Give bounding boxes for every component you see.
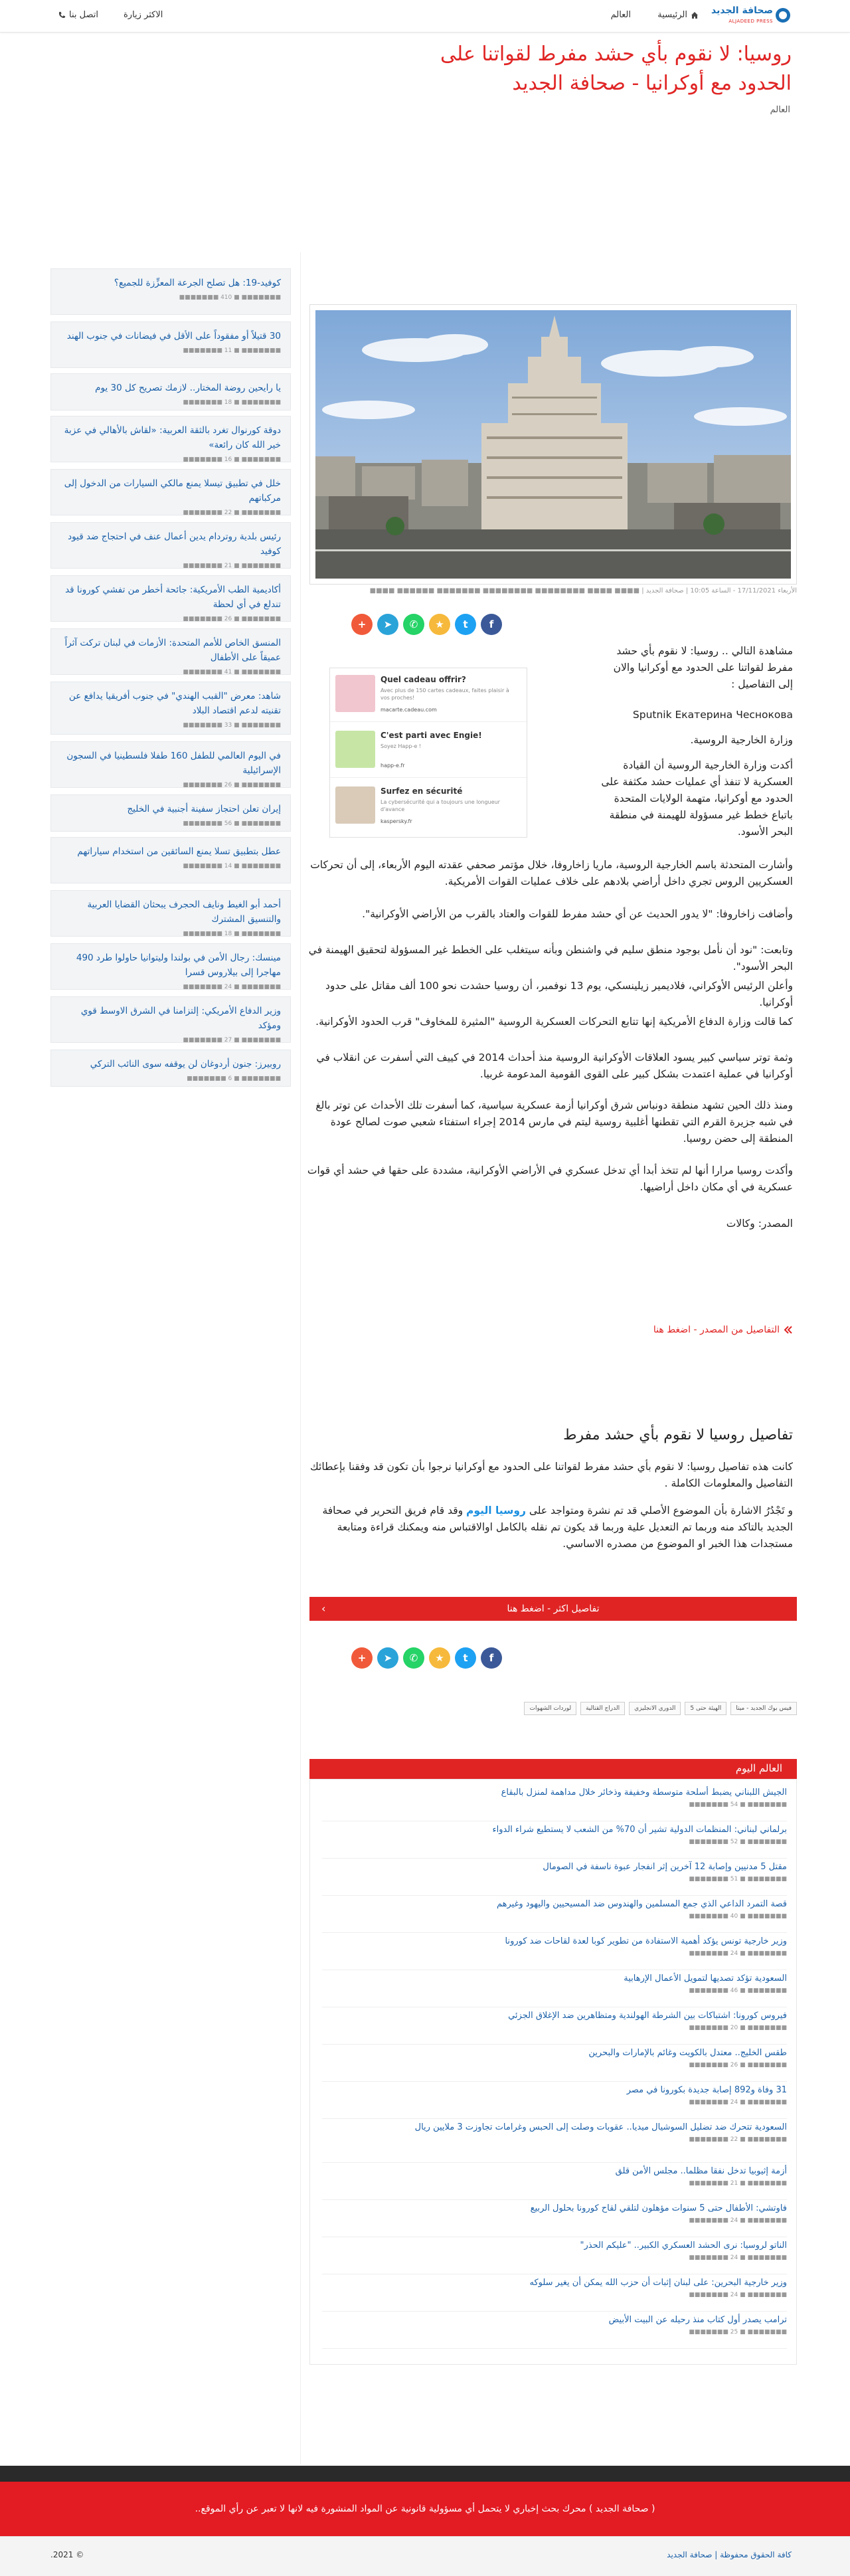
source-link-label: التفاصيل من المصدر - اضغط هنا <box>653 1325 780 1335</box>
article-paragraph: وأعلن الرئيس الأوكراني، فلاديمير زيلينسكي، يوم 13 نوفمبر، أن روسيا حشدت نحو 100 ألف مقاتل على حدود أوكرانيا. <box>325 980 793 1008</box>
sidebar-news-title: مينسك: رجال الأمن في بولندا وليتوانيا حاولوا طرد 490 مهاجرا إلى بيلاروس قسرا <box>76 953 281 978</box>
ad-title: Quel cadeau offrir? <box>381 675 466 684</box>
article-image <box>309 304 797 585</box>
sidebar-news-title: كوفيد-19: هل تصلح الجرعة المعزِّزة للجميع؟ <box>114 278 281 288</box>
world-today-item-meta: ■■■■■■■ ■ 54 ■■■■■■■ <box>689 1801 787 1808</box>
engie-thumbnail <box>335 731 375 768</box>
nav-most-read[interactable]: الاكثر زيارة <box>124 10 163 20</box>
article-paragraph: ومنذ ذلك الحين تشهد منطقة دونباس شرق أوكرانيا أزمة عسكرية سياسية، كما أسفرت تلك الأحداث عن توتر بالغ في شبه جزيرة القرم التي تقطنها أغلبية روسية ليتم في مارس 2014 إجراء استفتاء شعبي صوت لصالح عودة المنطقة إلى حضن روسيا. <box>315 1099 793 1145</box>
twitter-share-button[interactable] <box>455 614 476 635</box>
article-paragraph: وأكدت روسيا مرارا أنها لم تتخذ أبدا أي تدخل عسكري في الأراضي الأوكرانية، مشددة على حقها في حشد أي قوات عسكرية في أي مكان داخل أراضيها. <box>307 1164 793 1193</box>
world-today-item-meta: ■■■■■■■ ■ 46 ■■■■■■■ <box>689 1987 787 1994</box>
world-today-item-meta: ■■■■■■■ ■ 21 ■■■■■■■ <box>689 2180 787 2187</box>
nav-contact[interactable] <box>58 10 98 20</box>
world-today-item-meta: ■■■■■■■ ■ 26 ■■■■■■■ <box>689 2062 787 2069</box>
sidebar-news-item[interactable] <box>50 682 291 735</box>
sidebar-news-meta: ■■■■■■■ ■ 21 ■■■■■■■ <box>183 563 281 569</box>
tag[interactable]: الهيئة حتى 5 <box>685 1702 726 1715</box>
world-today-item[interactable] <box>322 2202 787 2237</box>
world-today-item[interactable] <box>322 2165 787 2200</box>
whatsapp-share-button[interactable] <box>403 614 424 635</box>
world-today-item[interactable] <box>322 2047 787 2082</box>
sidebar-news-meta: ■■■■■■■ ■ 27 ■■■■■■■ <box>183 1037 281 1044</box>
attribution-text: وقد قام فريق التحرير في صحافة الجديد بالتاكد منه وربما تم التعديل علية وربما قد يكون تم نقله بالكامل اوالاقتباس منه ويمكنك قراءة ومتابعة مستجدات هذا الخبر او الموضوع من مصدره الاساسي. <box>322 1505 793 1550</box>
article-intro: مشاهدة التالي .. روسيا: لا نقوم بأي حشد مفرط لقواتنا على الحدود مع أوكرانيا والان إلى التفاصيل : <box>613 645 793 690</box>
telegram-share-button[interactable] <box>377 1647 398 1669</box>
sidebar-news-title: في اليوم العالمي للطفل 160 طفلا فلسطينيا في السجون الإسرائيلية <box>66 751 281 776</box>
tag[interactable]: فيس بوك الجديد - ميتا <box>730 1702 797 1715</box>
star-icon: ★ <box>435 1652 444 1664</box>
double-chevron-icon <box>784 1326 793 1334</box>
world-today-title: العالم اليوم <box>735 1762 782 1774</box>
nav-contact-label: اتصل بنا <box>69 10 98 20</box>
world-today-item[interactable] <box>322 2084 787 2119</box>
telegram-icon: ➤ <box>383 1652 392 1664</box>
ad-title: C'est parti avec Engie! <box>381 731 482 740</box>
phone-icon <box>58 11 66 19</box>
world-today-item-meta: ■■■■■■■ ■ 22 ■■■■■■■ <box>689 2136 787 2143</box>
facebook-share-button[interactable] <box>481 1647 502 1669</box>
world-today-item-meta: ■■■■■■■ ■ 25 ■■■■■■■ <box>689 2329 787 2336</box>
column-divider <box>300 252 301 2464</box>
footer-bottom <box>0 2536 850 2576</box>
attribution-paragraph <box>305 1503 793 1552</box>
ad-url: kaspersky.fr <box>381 818 412 824</box>
world-today-item-meta: ■■■■■■■ ■ 24 ■■■■■■■ <box>689 2217 787 2224</box>
logo-globe-icon <box>776 8 790 23</box>
nav-home-label: الرئيسية <box>657 10 687 20</box>
sidebar-news-item[interactable] <box>50 469 291 515</box>
sidebar-news-meta: ■■■■■■■ ■ 56 ■■■■■■■ <box>183 820 281 827</box>
ad-url: happ-e.fr <box>381 763 405 769</box>
plus-icon: + <box>357 618 367 630</box>
world-today-item-title: مقتل 5 مدنيين وإصابة 12 آخرين إثر انفجار عبوة ناسفة في الصومال <box>543 1862 787 1872</box>
world-today-item[interactable] <box>322 2239 787 2274</box>
sidebar-news-meta: ■■■■■■■ ■ 41 ■■■■■■■ <box>183 669 281 676</box>
world-today-item[interactable] <box>322 2121 787 2163</box>
world-today-item-title: وزير خارجية البحرين: على لبنان إثبات أن حزب الله يمكن أن يغير سلوكه <box>529 2278 787 2288</box>
site-logo[interactable] <box>711 4 790 28</box>
chevron-left-icon: ‹ <box>321 1602 326 1615</box>
sidebar-news-item[interactable] <box>50 1050 291 1087</box>
world-today-item-title: 31 وفاة و892 إصابة جديدة بكورونا في مصر <box>626 2085 787 2095</box>
attribution-text: و تَجْدُرُ الاشارة بأن الموضوع الأصلي قد تم نشرة ومتواجد على <box>525 1505 793 1517</box>
sidebar-news-item[interactable] <box>50 416 291 462</box>
whatsapp-icon: ✆ <box>409 1652 418 1664</box>
sidebar-news-item[interactable] <box>50 837 291 883</box>
summary-paragraph: كانت هذه تفاصيل روسيا: لا نقوم بأي حشد مفرط لقواتنا على الحدود مع أوكرانيا نرجوا بأن تكون قد وفقنا بإعطائك التفاصيل والمعلومات الكاملة . <box>309 1461 793 1489</box>
world-today-item-meta: ■■■■■■■ ■ 40 ■■■■■■■ <box>689 1913 787 1920</box>
more-details-button[interactable] <box>309 1597 797 1621</box>
star-icon: ★ <box>435 618 444 630</box>
world-today-header <box>309 1759 797 1779</box>
ad-description: La cybersécurité qui a toujours une longueur d'avance <box>381 799 500 812</box>
tag[interactable]: الدراج القتالية <box>580 1702 625 1715</box>
kaspersky-thumbnail <box>335 786 375 824</box>
sidebar-news-title: إيران تعلن احتجاز سفينة أجنبية في الخليج <box>127 804 281 814</box>
world-today-item[interactable] <box>322 2314 787 2349</box>
twitter-share-button[interactable] <box>455 1647 476 1669</box>
facebook-icon: f <box>489 618 494 630</box>
article-paragraph: وأضافت زاخاروفا: "لا يدور الحديث عن أي حشد مفرط للقوات والعتاد بالقرب من الأراضي الأوكرانية". <box>362 908 793 920</box>
world-today-item[interactable] <box>322 1786 787 1821</box>
sidebar-news-item[interactable] <box>50 268 291 315</box>
article-paragraph: كما قالت وزارة الدفاع الأمريكية إنها تتابع التحركات العسكرية الروسية "المثيرة للمخاوف" قرب الحدود الأوكرانية. <box>315 1016 793 1028</box>
footer-rights[interactable]: كافة الحقوق محفوظة | صحافة الجديد <box>667 2550 792 2559</box>
category-label[interactable]: العالم <box>770 105 790 115</box>
world-today-item-title: الجيش اللبناني يضبط أسلحة متوسطة وخفيفة وذخائر خلال مداهمة لمنزل بالبقاع <box>501 1788 787 1797</box>
telegram-share-button[interactable] <box>377 614 398 635</box>
sidebar-news-item[interactable] <box>50 794 291 832</box>
source-link[interactable] <box>653 1325 793 1335</box>
share-bar-top <box>351 614 502 635</box>
world-today-item-title: السعودية تؤكد تصديها لتمويل الأعمال الإرهابية <box>624 1974 787 1983</box>
article-paragraph: أكدت وزارة الخارجية الروسية أن القيادة العسكرية لا تنفذ أي عمليات حشد مكثفة على الحدود مع أوكرانيا، متهمة الولايات المتحدة باتباع خطط غير مسؤولة للهيمنة في منطقة البحر الأسود. <box>601 759 793 838</box>
sidebar-news-title: أحمد أبو الغيط ونايف الحجرف يبحثان القضايا العربية والتنسيق المشترك <box>87 899 281 925</box>
home-icon <box>691 11 699 19</box>
logo-title: صحافة الجديد <box>711 5 773 16</box>
ad-description: Soyez Happ-e ! <box>381 743 422 749</box>
sidebar-news-title: يا رايحين روضة المختار.. لازمك تصريح كل 30 يوم <box>95 383 281 393</box>
world-today-item[interactable] <box>322 2009 787 2045</box>
world-today-item-title: الناتو لروسيا: نرى الحشد العسكري الكبير.. "عليكم الحذر" <box>580 2241 787 2251</box>
sidebar-news-meta: ■■■■■■■ ■ 26 ■■■■■■■ <box>183 616 281 622</box>
sidebar-news-meta: ■■■■■■■ ■ 11 ■■■■■■■ <box>183 347 281 354</box>
original-source-link[interactable]: روسيا اليوم <box>466 1505 526 1517</box>
world-today-item-title: طقس الخليج.. معتدل بالكويت وغائم بالإمارات والبحرين <box>588 2048 787 2058</box>
world-today-item-meta: ■■■■■■■ ■ 24 ■■■■■■■ <box>689 2099 787 2106</box>
sidebar-news-item[interactable] <box>50 741 291 788</box>
footer-disclaimer: ( صحافة الجديد ) محرك بحث إخباري لا يتحمل أي مسؤولية قانونية عن المواد المنشورة فيه لانها لا تعبر عن رأي الموقع.. <box>0 2482 850 2536</box>
world-today-item-title: قصة التمرد الداعي الذي جمع المسلمين والهندوس ضد المسيحيين واليهود وغيرهم <box>496 1899 787 1909</box>
article-source: المصدر: وكالات <box>726 1218 793 1230</box>
nav-world[interactable]: العالم <box>610 10 631 20</box>
sidebar-news-title: رئيس بلدية روتردام يدين أعمال عنف في احتجاج ضد قيود كوفيد <box>68 531 281 557</box>
sidebar-news-title: دوقة كورنوال تغرد بالثقة العربية: «لقاش بالأهالي في عزبة خير الله كان رائعة» <box>64 425 281 450</box>
world-today-item-title: فاوتشي: الأطفال حتى 5 سنوات مؤهلون لتلقي لقاح كورونا بحلول الربيع <box>530 2203 787 2213</box>
tag[interactable]: الدوري الانجليزي <box>629 1702 681 1715</box>
world-today-item-meta: ■■■■■■■ ■ 24 ■■■■■■■ <box>689 2292 787 2298</box>
sidebar-news-item[interactable] <box>50 628 291 675</box>
plus-icon: + <box>357 1652 367 1664</box>
article-paragraph: وأشارت المتحدثة باسم الخارجية الروسية، ماريا زاخاروفا، خلال مؤتمر صحفي عقدته اليوم الأربعاء، إلى أن تحركات العسكريين الروس تجري داخل أراضي بلادهم على خلاف عمليات القوات الأمريكية. <box>310 859 793 887</box>
more-details-label: تفاصيل اكثر - اضغط هنا <box>507 1604 600 1614</box>
more-share-button[interactable] <box>351 614 373 635</box>
sidebar-news-meta: ■■■■■■■ ■ 6 ■■■■■■■ <box>187 1075 281 1082</box>
sidebar-news-item[interactable] <box>50 890 291 937</box>
ad-description: Avec plus de 150 cartes cadeaux, faites plaisir à vos proches! <box>381 688 509 701</box>
article-paragraph: وثمة توتر سياسي كبير يسود العلاقات الأوكرانية الروسية منذ أحداث 2014 في كييف التي أسفرت عن انقلاب في أوكرانيا في عملية اعتمدت بشكل كبير على القوى القومية المدعومة غربيا. <box>316 1052 793 1080</box>
nav-home[interactable] <box>657 10 699 20</box>
ad-item[interactable] <box>330 668 528 722</box>
twitter-icon: t <box>463 618 468 630</box>
image-caption-meta: الأربعاء 17/11/2021 - الساعة 10:05 | صحافة الجديد | ■■■■ ■■■■ ■■■■■■■■ ■■■■■■■■ ■■■■■■■ ■■■■■■ ■■■■ <box>369 587 797 595</box>
sidebar-news-title: وزير الدفاع الأمريكي: إلتزامنا في الشرق الاوسط قوي ومؤكد <box>80 1006 281 1031</box>
favorite-button[interactable] <box>429 1647 450 1669</box>
footer-strip <box>0 2466 850 2482</box>
advertisement[interactable] <box>329 668 527 838</box>
world-today-item-title: أزمة إثيوبيا تدخل نفقا مظلما.. مجلس الأمن قلق <box>615 2166 787 2176</box>
sidebar-news-meta: ■■■■■■■ ■ 33 ■■■■■■■ <box>183 722 281 729</box>
whatsapp-icon: ✆ <box>409 618 418 630</box>
world-today-item-meta: ■■■■■■■ ■ 51 ■■■■■■■ <box>689 1876 787 1883</box>
ad-item[interactable] <box>330 780 528 833</box>
sidebar-news-item[interactable] <box>50 996 291 1043</box>
sidebar-news-meta: ■■■■■■■ ■ 14 ■■■■■■■ <box>183 863 281 870</box>
sidebar-news-meta: ■■■■■■■ ■ 18 ■■■■■■■ <box>183 399 281 406</box>
sidebar-news-item[interactable] <box>50 522 291 569</box>
sidebar-news-title: المنسق الخاص للأمم المتحدة: الأزمات في لبنان تركت آثراً عميقاً على الأطفال <box>64 638 281 663</box>
top-navbar <box>0 0 850 33</box>
world-today-item-title: فيروس كورونا: اشتباكات بين الشرطة الهولندية ومتظاهرين ضد الإغلاق الجزئي <box>508 2011 787 2021</box>
world-today-item[interactable] <box>322 2276 787 2312</box>
more-share-button[interactable] <box>351 1647 373 1669</box>
sidebar-news-title: عطل بتطبيق تسلا يمنع السائقين من استخدام سياراتهم <box>77 846 281 857</box>
world-today-list <box>309 1779 797 2365</box>
sidebar-news-meta: ■■■■■■■ ■ 22 ■■■■■■■ <box>183 509 281 516</box>
sidebar-news-meta: ■■■■■■■ ■ 26 ■■■■■■■ <box>183 782 281 788</box>
world-today-item-title: برلماني لبناني: المنظمات الدولية تشير أن 70% من الشعب لا يستطيع شراء الدواء <box>492 1825 787 1835</box>
world-today-item[interactable] <box>322 1898 787 1933</box>
section-title: تفاصيل روسيا لا نقوم بأي حشد مفرط <box>563 1427 793 1443</box>
sidebar-news-title: خلل في تطبيق تيسلا يمنع مالكي السيارات من الدخول إلى مركباتهم <box>64 478 281 504</box>
gift-card-thumbnail <box>335 675 375 712</box>
world-today-item[interactable] <box>322 1823 787 1859</box>
footer-year: © 2021. <box>50 2550 84 2559</box>
sidebar-news-meta: ■■■■■■■ ■ 18 ■■■■■■■ <box>183 931 281 937</box>
telegram-icon: ➤ <box>383 618 392 630</box>
sidebar-news-item[interactable] <box>50 575 291 622</box>
whatsapp-share-button[interactable] <box>403 1647 424 1669</box>
ad-item[interactable] <box>330 724 528 778</box>
sidebar-news-item[interactable] <box>50 373 291 411</box>
world-today-item-meta: ■■■■■■■ ■ 52 ■■■■■■■ <box>689 1839 787 1845</box>
article-paragraph: وزارة الخارجية الروسية. <box>690 734 793 746</box>
sidebar-news-title: أكاديمية الطب الأمريكية: جائحة أخطر من تفشي كورونا قد تندلع في أي لحظة <box>65 585 281 610</box>
world-today-item-meta: ■■■■■■■ ■ 24 ■■■■■■■ <box>689 1950 787 1957</box>
article-byline: Sputnik Екатерина Чеснокова <box>632 709 793 721</box>
share-bar-bottom <box>351 1647 502 1669</box>
sidebar-news-title: شاهد: معرض "القبب الهندي" في جنوب أفريقيا يدافع عن تقنيته لدعم اقتصاد البلاد <box>68 691 281 716</box>
world-today-item-title: وزير خارجية تونس يؤكد أهمية الاستفادة من تطوير كوبا لعدة لقاحات ضد كورونا <box>505 1936 787 1946</box>
moscow-building-photo <box>315 310 791 579</box>
world-today-item-meta: ■■■■■■■ ■ 24 ■■■■■■■ <box>689 2254 787 2261</box>
tag-list <box>524 1702 797 1715</box>
facebook-share-button[interactable] <box>481 614 502 635</box>
world-today-item-title: ترامب يصدر أول كتاب منذ رحيله عن البيت الأبيض <box>608 2315 787 2325</box>
sidebar-news-title: 30 قتيلاً أو مفقوداً على الأقل في فيضانات في جنوب الهند <box>66 331 281 341</box>
page-title: روسيا: لا نقوم بأي حشد مفرط لقواتنا على الحدود مع أوكرانيا - صحافة الجديد <box>440 43 792 95</box>
ad-url: macarte.cadeau.com <box>381 707 437 713</box>
logo-subtitle: ALJADEED PRESS <box>728 19 773 24</box>
sidebar-news-meta: ■■■■■■■ ■ 16 ■■■■■■■ <box>183 456 281 463</box>
sidebar-news-title: روبيرز: جنون أردوغان لن يوقفه سوى النائب التركي <box>90 1059 281 1069</box>
sidebar-news-item[interactable] <box>50 943 291 990</box>
world-today-item[interactable] <box>322 1935 787 1970</box>
world-today-item[interactable] <box>322 1972 787 2007</box>
ad-title: Surfez en sécurité <box>381 786 463 796</box>
sidebar-news-item[interactable] <box>50 322 291 368</box>
article-paragraph: وتابعت: "نود أن نأمل بوجود منطق سليم في واشنطن وبأنه سيتغلب على الخطط غير المسؤولة لتحقيق الهيمنة في البحر الأسود". <box>308 944 793 972</box>
twitter-icon: t <box>463 1652 468 1664</box>
world-today-item[interactable] <box>322 1861 787 1896</box>
tag[interactable]: لوردات الشهوات <box>524 1702 576 1715</box>
world-today-item-title: السعودية تتحرك ضد تضليل السوشيال ميديا.. عقوبات وصلت إلى الحبس وغرامات تجاوزت 3 ملايين ريال <box>414 2122 787 2132</box>
favorite-button[interactable] <box>429 614 450 635</box>
sidebar-news-meta: ■■■■■■■ ■ 410 ■■■■■■■ <box>179 294 281 301</box>
facebook-icon: f <box>489 1652 494 1664</box>
sidebar-news-meta: ■■■■■■■ ■ 24 ■■■■■■■ <box>183 984 281 990</box>
world-today-item-meta: ■■■■■■■ ■ 20 ■■■■■■■ <box>689 2025 787 2031</box>
